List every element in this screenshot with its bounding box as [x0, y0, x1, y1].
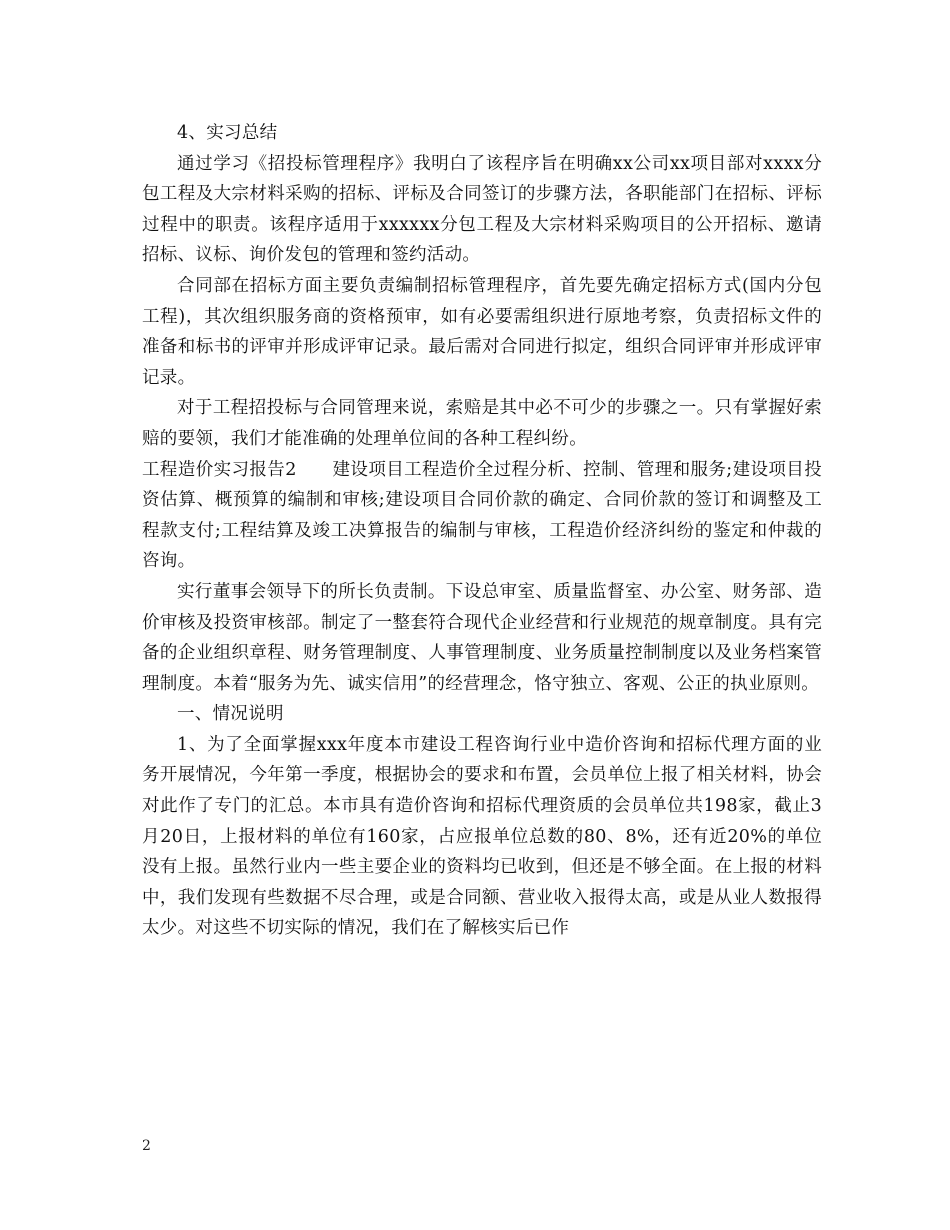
- paragraph-report-2: 工程造价实习报告2 建设项目工程造价全过程分析、控制、管理和服务;建设项目投资估算、概预算的编制和审核;建设项目合同价款的确定、合同价款的签订和调整及工程款支付;工程结算及竣工决算报告的编制与审核，工程造价经济纠纷的鉴定和仲裁的咨询。: [142, 459, 822, 572]
- document-body: [142, 118, 822, 944]
- section-heading: 一、情况说明: [177, 704, 284, 725]
- paragraph: 对于工程招投标与合同管理来说，索赔是其中必不可少的步骤之一。只有掌握好索赔的要领，我们才能准确的处理单位间的各种工程纠纷。: [142, 398, 822, 449]
- paragraph: 合同部在招标方面主要负责编制招标管理程序，首先要先确定招标方式(国内分包工程)，其次组织服务商的资格预审，如有必要需组织进行原地考察，负责招标文件的准备和标书的评审并形成评审记录。最后需对合同进行拟定，组织合同评审并形成评审记录。: [142, 275, 822, 388]
- page-number: 2: [142, 1138, 151, 1154]
- paragraph: 实行董事会领导下的所长负责制。下设总审室、质量监督室、办公室、财务部、造价审核及投资审核部。制定了一整套符合现代企业经营和行业规范的规章制度。具有完备的企业组织章程、财务管理制度、人事管理制度、业务质量控制制度以及业务档案管理制度。本着“服务为先、诚实信用”的经营理念，恪守独立、客观、公正的执业原则。: [142, 581, 822, 694]
- paragraph: 1、为了全面掌握xxx年度本市建设工程咨询行业中造价咨询和招标代理方面的业务开展情况，今年第一季度，根据协会的要求和布置，会员单位上报了相关材料，协会对此作了专门的汇总。本市具有造价咨询和招标代理资质的会员单位共198家，截止3月20日，上报材料的单位有160家，占应报单位总数的80、8%，还有近20%的单位没有上报。虽然行业内一些主要企业的资料均已收到，但还是不够全面。在上报的材料中，我们发现有些数据不尽合理，或是合同额、营业收入报得太高，或是从业人数报得太少。对这些不切实际的情况，我们在了解核实后已作: [142, 734, 822, 939]
- heading-internship-summary: 4、实习总结: [177, 123, 278, 143]
- paragraph: 通过学习《招投标管理程序》我明白了该程序旨在明确xx公司xx项目部对xxxx分包工程及大宗材料采购的招标、评标及合同签订的步骤方法，各职能部门在招标、评标过程中的职责。该程序适用于xxxxxx分包工程及大宗材料采购项目的公开招标、邀请招标、议标、询价发包的管理和签约活动。: [142, 153, 822, 266]
